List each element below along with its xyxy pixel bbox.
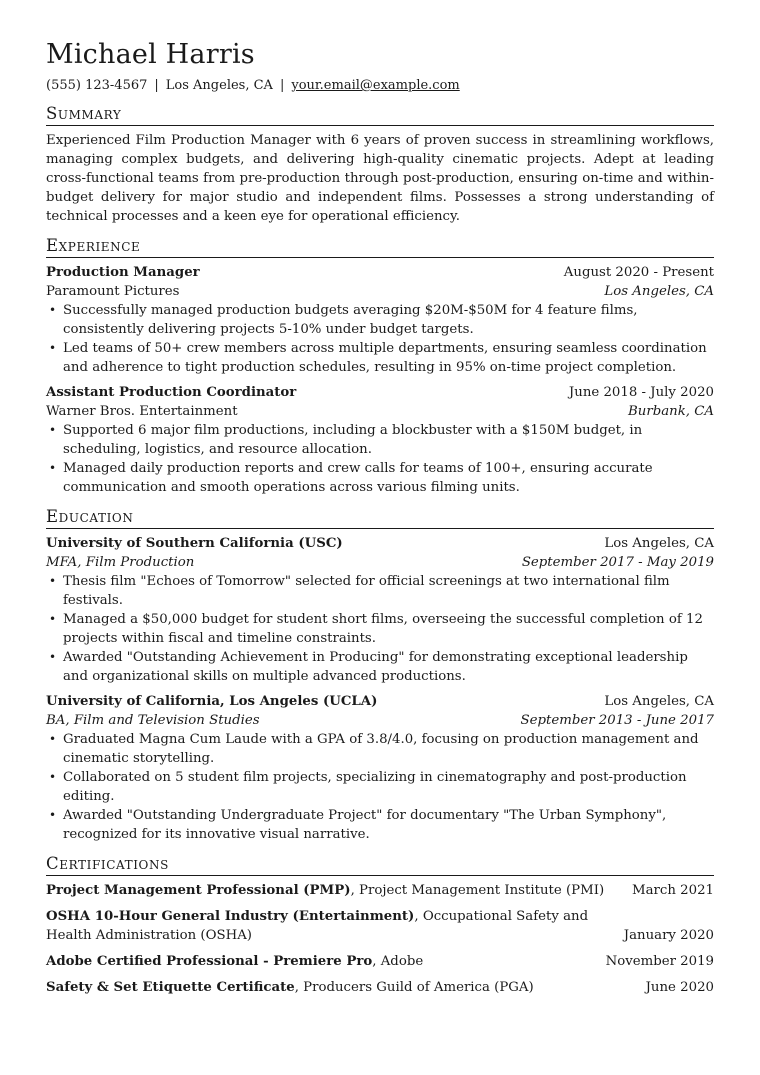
job-bullets — [46, 421, 714, 497]
bullet-item: • Managed a $50,000 budget for student short films, overseeing the successful completion of 12 projects within fiscal and timeline constraints. — [46, 610, 714, 648]
certification-name: OSHA 10-Hour General Industry (Entertainment) — [46, 909, 415, 924]
education-bullets — [46, 572, 714, 686]
company-name: Warner Bros. Entertainment — [46, 404, 238, 419]
certification-item — [46, 952, 714, 971]
certification-date: June 2020 — [645, 980, 714, 995]
candidate-name: Michael Harris — [46, 39, 255, 70]
education-dates: September 2013 - June 2017 — [520, 713, 714, 728]
experience-list — [46, 263, 714, 497]
certification-name: Safety & Set Etiquette Certificate — [46, 980, 295, 995]
school-name: University of California, Los Angeles (UCLA) — [46, 694, 378, 709]
job-bullets — [46, 301, 714, 377]
section-title-experience: Experience — [46, 236, 714, 258]
contact-separator: | — [279, 78, 285, 93]
location: Los Angeles, CA — [165, 78, 273, 93]
certification-item — [46, 881, 714, 900]
bullet-item: • Awarded "Outstanding Undergraduate Project" for documentary "The Urban Symphony", recognized for its innovative visual narrative. — [46, 806, 714, 844]
bullet-item: • Thesis film "Echoes of Tomorrow" selected for official screenings at two international film festivals. — [46, 572, 714, 610]
resume-page — [46, 40, 714, 997]
certification-name: Adobe Certified Professional - Premiere Pro — [46, 954, 373, 969]
phone-number: (555) 123-4567 — [46, 78, 148, 93]
bullet-item: • Led teams of 50+ crew members across multiple departments, ensuring seamless coordination and adherence to tight production schedules, resulting in 95% on-time project completion. — [46, 339, 714, 377]
section-title-summary: Summary — [46, 104, 714, 126]
education-list — [46, 534, 714, 844]
contact-separator: | — [154, 78, 159, 93]
section-title-certifications: Certifications — [46, 854, 714, 876]
school-location: Los Angeles, CA — [604, 536, 714, 551]
certification-item — [46, 907, 714, 945]
section-title-education: Education — [46, 507, 714, 529]
experience-entry — [46, 263, 714, 377]
school-name: University of Southern California (USC) — [46, 536, 343, 551]
certification-issuer: , Project Management Institute (PMI) — [350, 883, 605, 898]
education-bullets — [46, 730, 714, 844]
summary-text: Experienced Film Production Manager with 6 years of proven success in streamlining workflows, managing complex budgets, and delivering high-quality cinematic projects. Adept at leading cross-functional teams from pre-production through post-production, ensuring on-time and within-budget delivery for major studio and independent films. Possesses a strong understanding of technical processes and a keen eye for operational efficiency. — [46, 133, 714, 224]
bullet-item: • Managed daily production reports and crew calls for teams of 100+, ensuring accurate communication and smooth operations across various filming units. — [46, 459, 714, 497]
job-location: Burbank, CA — [628, 404, 714, 419]
bullet-item: • Awarded "Outstanding Achievement in Producing" for demonstrating exceptional leadership and organizational skills on multiple advanced productions. — [46, 648, 714, 686]
certification-item — [46, 978, 714, 997]
certification-name: Project Management Professional (PMP) — [46, 883, 351, 898]
job-dates: June 2018 - July 2020 — [568, 385, 714, 400]
company-name: Paramount Pictures — [46, 284, 180, 299]
job-title: Assistant Production Coordinator — [46, 385, 297, 400]
degree: BA, Film and Television Studies — [46, 713, 260, 728]
education-dates: September 2017 - May 2019 — [521, 555, 714, 570]
education-entry — [46, 692, 714, 844]
certification-date: January 2020 — [623, 928, 714, 943]
job-location: Los Angeles, CA — [604, 284, 714, 299]
certification-list — [46, 881, 714, 997]
job-dates: August 2020 - Present — [563, 265, 714, 280]
job-title: Production Manager — [46, 265, 200, 280]
certification-date: November 2019 — [605, 954, 714, 969]
education-entry — [46, 534, 714, 686]
certification-issuer: , Occupational Safety and Health Administration (OSHA) — [46, 909, 589, 943]
degree: MFA, Film Production — [46, 555, 195, 570]
school-location: Los Angeles, CA — [604, 694, 714, 709]
bullet-item: • Graduated Magna Cum Laude with a GPA of 3.8/4.0, focusing on production management and cinematic storytelling. — [46, 730, 714, 768]
experience-entry — [46, 383, 714, 497]
email-link[interactable]: your.email@example.com — [291, 78, 460, 93]
bullet-item: • Successfully managed production budgets averaging $20M-$50M for 4 feature films, consistently delivering projects 5-10% under budget targets. — [46, 301, 714, 339]
certification-issuer: , Producers Guild of America (PGA) — [294, 980, 534, 995]
contact-line — [46, 77, 714, 94]
bullet-item: • Collaborated on 5 student film projects, specializing in cinematography and post-production editing. — [46, 768, 714, 806]
bullet-item: • Supported 6 major film productions, including a blockbuster with a $150M budget, in scheduling, logistics, and resource allocation. — [46, 421, 714, 459]
certification-date: March 2021 — [632, 883, 714, 898]
certification-issuer: , Adobe — [372, 954, 424, 969]
